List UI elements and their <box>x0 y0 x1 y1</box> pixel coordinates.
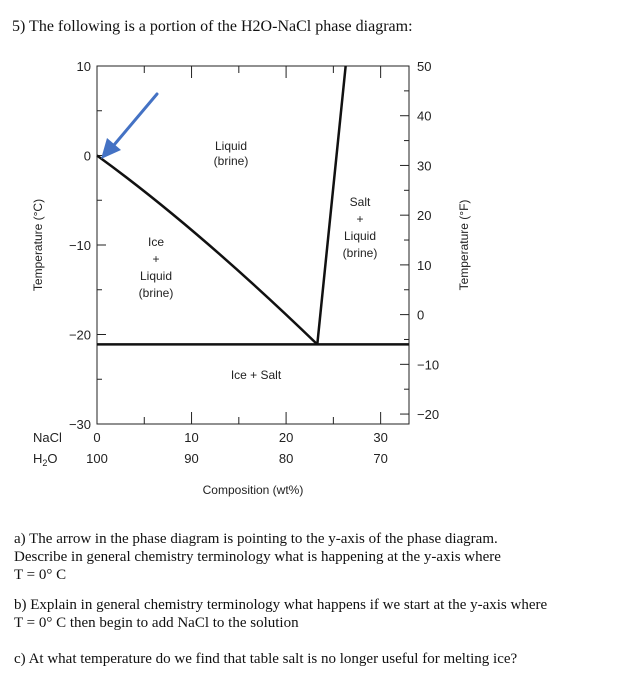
region-salt-liquid-line2: + <box>356 212 364 226</box>
x-h2o-tick-label: 100 <box>86 451 108 466</box>
x-nacl-tick-label: 10 <box>184 430 199 445</box>
x-h2o-tick-label: 80 <box>278 451 294 466</box>
x-nacl-tick-label: 30 <box>373 430 388 445</box>
question-a-line1: a) The arrow in the phase diagram is pointing to the y-axis of the phase diagram. <box>14 531 498 547</box>
x-nacl-tick-label: 0 <box>93 430 101 445</box>
arrow-shaft <box>114 94 157 145</box>
y-celsius-tick-label: 10 <box>76 59 91 74</box>
salt-liquidus-line <box>317 66 345 344</box>
ice-liquidus-line <box>97 156 317 345</box>
region-liquid-line2: (brine) <box>213 154 249 168</box>
y-celsius-tick-label: 0 <box>83 148 91 164</box>
x-h2o-tick-label: 70 <box>373 451 388 466</box>
region-ice-salt: Ice + Salt <box>230 368 282 382</box>
question-a-line3: T = 0° C <box>14 567 67 583</box>
region-salt-liquid-line1: Salt <box>349 195 371 209</box>
y-celsius-tick-label: −30 <box>68 417 91 432</box>
question-b-line1: b) Explain in general chemistry terminology what happens if we start at the y-axis where <box>14 597 548 613</box>
question-c: c) At what temperature do we find that table salt is no longer useful for melting ice? <box>14 651 518 667</box>
region-ice-liquid-line3: Liquid <box>139 269 173 283</box>
x-axis-label: Composition (wt%) <box>202 483 304 497</box>
y-label-fahrenheit: Temperature (°F) <box>457 199 471 291</box>
y-fahrenheit-tick-label: 20 <box>417 208 432 224</box>
y-fahrenheit-tick-label: 50 <box>417 59 432 74</box>
x-h2o-tick-label: 90 <box>184 451 199 466</box>
region-salt-liquid-line3: Liquid <box>343 229 377 243</box>
y-celsius-tick-label: −10 <box>68 238 91 253</box>
region-ice-liquid-line1: Ice <box>147 235 165 249</box>
question-b <box>14 596 619 632</box>
question-b-line2: T = 0° C then begin to add NaCl to the solution <box>14 615 299 631</box>
y-fahrenheit-tick-label: 30 <box>417 158 432 174</box>
region-ice-liquid-line2: + <box>152 252 160 266</box>
y-fahrenheit-tick-label: 0 <box>417 307 425 323</box>
y-fahrenheit-tick-label: −20 <box>417 407 440 423</box>
y-fahrenheit-tick-label: 10 <box>417 257 432 273</box>
x-nacl-row-label: NaCl <box>33 430 62 445</box>
y-label-celsius: Temperature (°C) <box>31 198 45 292</box>
x-nacl-tick-label: 20 <box>278 430 294 445</box>
y-fahrenheit-tick-label: −10 <box>417 357 440 373</box>
region-ice-liquid-line4: (brine) <box>138 286 174 300</box>
region-salt-liquid-line4: (brine) <box>342 246 378 260</box>
question-a <box>14 530 619 584</box>
arrow-icon <box>101 94 157 159</box>
question-title: 5) The following is a portion of the H2O-NaCl phase diagram: <box>12 18 413 35</box>
x-h2o-row-label: $H_2O$ <box>33 451 58 468</box>
y-celsius-tick-label: −20 <box>68 327 91 343</box>
region-liquid-line1: Liquid <box>214 139 248 153</box>
question-a-line2: Describe in general chemistry terminology what is happening at the y-axis where <box>14 549 501 565</box>
y-fahrenheit-tick-label: 40 <box>417 108 432 124</box>
